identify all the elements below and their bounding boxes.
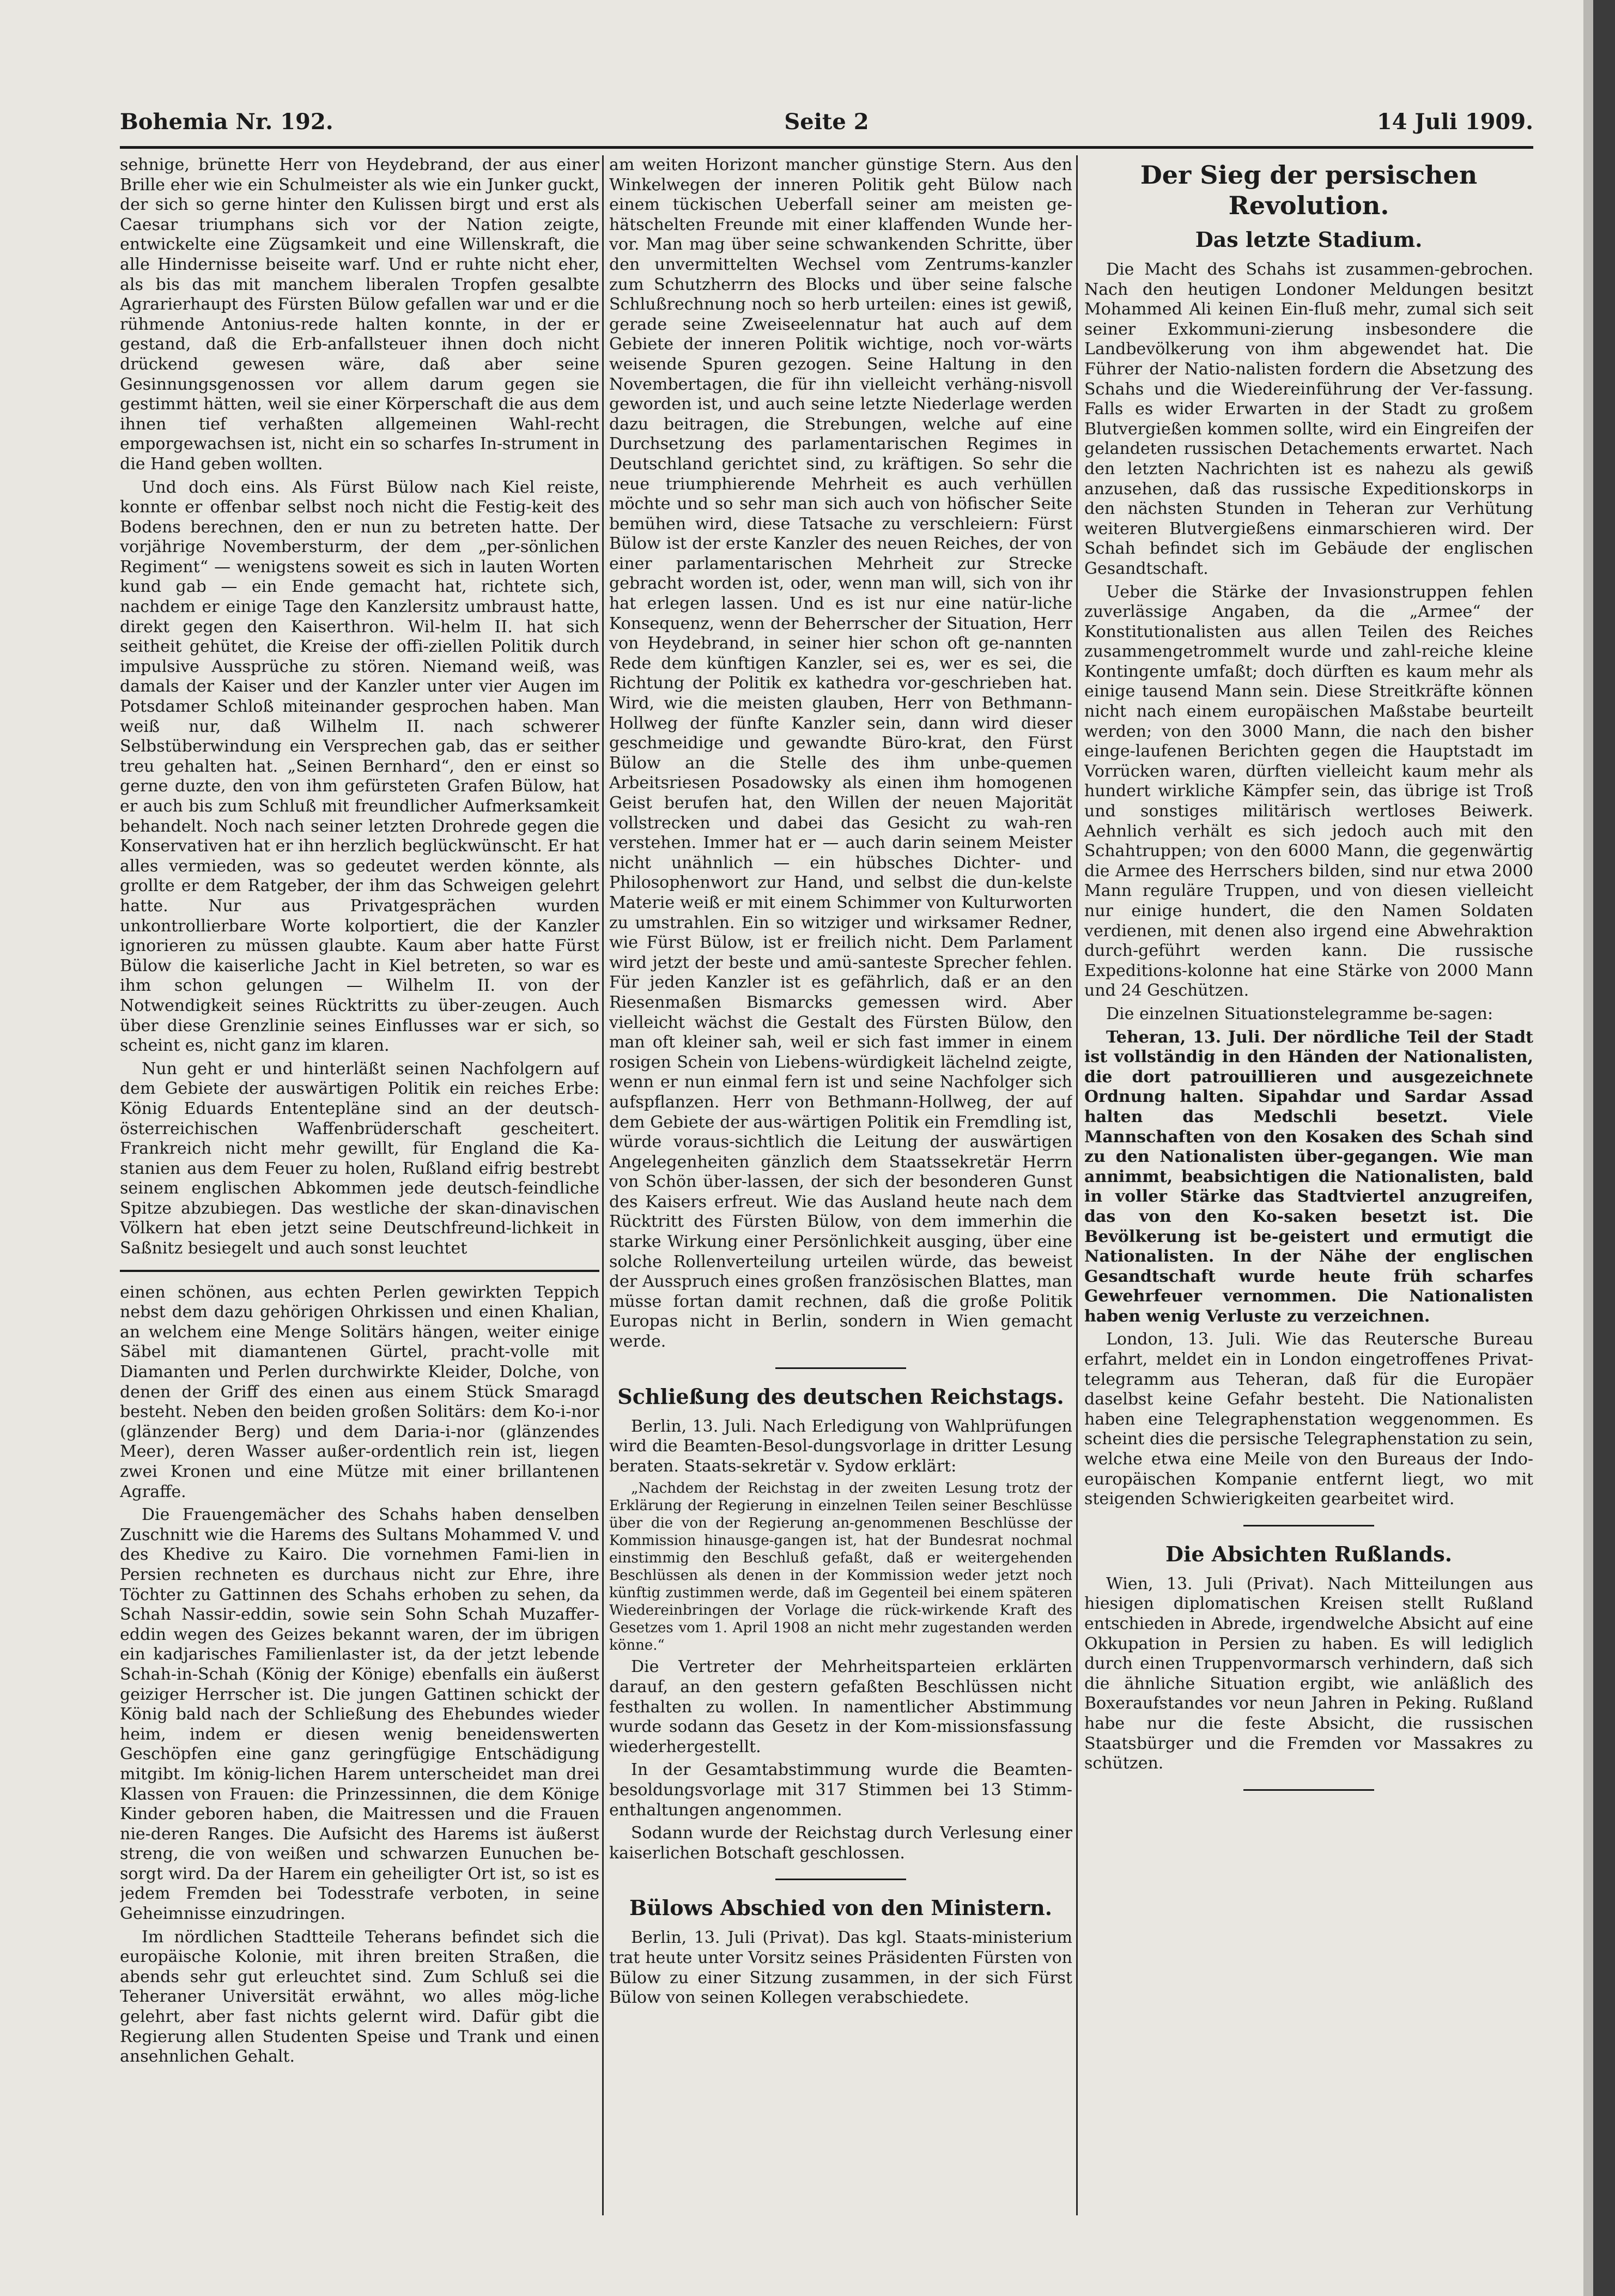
telegram-london: London, 13. Juli. Wie das Reutersche Bureau erfahrt, meldet ein in London eingetroffenes Privat-telegramm aus Teheran, daß für die Europäer daselbst keine Gefahr besteht. Die Nationalisten haben eine Telegraphenstation weggenommen. Es scheint dies die persische Telegraphenstation zu sein, welche etwa eine Meile von den Bureaus der Indo-europäischen Kompanie entfernt liegt, wo mit steigenden Schwierigkeiten gearbeitet wird. [1084, 1330, 1533, 1509]
quoted-statement: „Nachdem der Reichstag in der zweiten Lesung trotz der Erklärung der Regierung in einzelnen Teilen seiner Beschlüsse über die von der Regierung an-genommenen Beschlüsse der Kommission hinausge-gangen ist, hat der Bundesrat nochmal einstimmig den Beschluß gefaßt, daß er weitergehenden Beschlüssen als denen in der Kommission weder jetzt noch künftig zustimmen werde, daß im Gegenteil bei einem späteren Wiedereinbringen der Vorlage die rück-wirkende Kraft des Gesetzes vom 1. April 1908 an nicht mehr zugestanden werden könne.“ [609, 1480, 1072, 1654]
article-heading: Bülows Abschied von den Ministern. [629, 1895, 1052, 1921]
paragraph: einen schönen, aus echten Perlen gewirkten Teppich nebst dem dazu gehörigen Ohrkissen und einen Khalian, an welchem eine Menge Solitärs hängen, weiter einige Säbel mit diamantenen Gürtel, pracht-volle mit Diamanten und Perlen durchwirkte Kleider, Dolche, von denen der Griff des einen aus einem Stück Smaragd besteht. Neben den beiden großen Solitärs: dem Ko-i-nor (glänzender Berg) und dem Daria-i-nor (glänzendes Meer), deren Wasser außer-ordentlich rein ist, liegen zwei Kronen und eine Mütze mit einer brillantenen Agraffe. [120, 1282, 599, 1501]
paragraph: Sodann wurde der Reichstag durch Verlesung einer kaiserlichen Botschaft geschlossen. [609, 1824, 1072, 1863]
header-rule [120, 146, 1533, 149]
article-headline: Der Sieg der persischen Revolution. [1140, 160, 1478, 220]
paragraph: Die Macht des Schahs ist zusammen-gebrochen. Nach den heutigen Londoner Meldungen besitzt Mohammed Ali keinen Ein-fluß mehr, zumal sich seit seiner Exkommuni-zierung insbesondere die Landbevölkerung von ihm abgewendet hat. Die Führer der Natio-nalisten fordern die Absetzung des Schahs und die Wiedereinführung der Ver-fassung. Falls es wider Erwarten in der Stadt zu großem Blutvergießen kommen sollte, wird ein Eingreifen der gelandeten russischen Detachements erwartet. Nach den letzten Nachrichten ist es nahezu als gewiß anzusehen, daß das russische Expeditionskorps in den nächsten Stunden in Teheran zur Verhütung weiteren Blutvergießens einmarschieren wird. Der Schah befindet sich im Gebäude der englischen Gesandtschaft. [1084, 260, 1533, 578]
paragraph: Wien, 13. Juli (Privat). Nach Mitteilungen aus hiesigen diplomatischen Kreisen stellt Rußland entschieden in Abrede, irgendwelche Absicht auf eine Okkupation in Persien zu haben. Es will lediglich durch einen Truppenvormarsch verhindern, daß sich die ähnliche Situation ergibt, wie anläßlich des Boxeraufstandes vor neun Jahren in Peking. Rußland habe nur die feste Absicht, die russischen Staatsbürger und die Fremden vor Massakres zu schützen. [1084, 1574, 1533, 1773]
telegram-teheran: Teheran, 13. Juli. Der nördliche Teil der Stadt ist vollständig in den Händen der Nationalisten, die dort patrouillieren und ausgezeichnete Ordnung halten. Sipahdar und Sardar Assad halten das Medschli besetzt. Viele Mannschaften von den Kosaken des Schah sind zu den Nationalisten über-gegangen. Wie man annimmt, beabsichtigen die Nationalisten, bald in voller Stärke das Stadtviertel anzugreifen, das von den Ko-saken besetzt ist. Die Bevölkerung ist be-geistert und ermutigt die Nationalisten. In der Nähe der englischen Gesandtschaft wurde heute früh scharfes Gewehrfeuer vernommen. Die Nationalisten haben wenig Verluste zu verzeichnen. [1084, 1027, 1533, 1326]
paragraph: Ueber die Stärke der Invasionstruppen fehlen zuverlässige Angaben, da die „Armee“ der Konstitutionalisten aus allen Teilen des Reiches zusammengetrommelt wurde und zahl-reiche kleine Kontingente umfaßt; doch dürften es kaum mehr als einige tausend Mann sein. Diese Streitkräfte können nicht nach einem europäischen Maßstabe beurteilt werden; von den 3000 Mann, die nach den bisher einge-laufenen Berichten gegen die Hauptstadt im Vorrücken waren, dürften vielleicht kaum mehr als hundert wirkliche Kämpfer sein, das übrige ist Troß und sonstiges militärisch wertloses Beiwerk. Aehnlich verhält es sich jedoch auch mit den Schahtruppen; von den 6000 Mann, die gegenwärtig die Armee des Herrschers bilden, sind nur etwa 2000 Mann reguläre Truppen, und von diesen vielleicht nur einige hundert, die den Namen Soldaten verdienen, mit denen also irgend eine Abwehraktion durch-geführt werden kann. Die russische Expeditions-kolonne hat eine Stärke von 2000 Mann und 24 Geschützen. [1084, 582, 1533, 1001]
separator-rule [775, 1367, 906, 1369]
page-edge [1593, 0, 1615, 2296]
issue-number: Bohemia Nr. 192. [120, 109, 333, 135]
article-subheading: Das letzte Stadium. [1195, 227, 1423, 252]
column-divider [1076, 155, 1078, 2215]
paragraph: Nun geht er und hinterläßt seinen Nachfolgern auf dem Gebiete der auswärtigen Politik ein reiches Erbe: König Eduards Ententepläne sind an der deutsch-österreichischen Waffenbrüderschaft gescheitert. Frankreich nicht mehr gewillt, für England die Ka-stanien aus dem Feuer zu holen, Rußland eifrig bestrebt seinem englischen Abkommen jede deutsch-feindliche Spitze abzubiegen. Das westliche der skan-dinavischen Völkern hat eben jetzt seine Deutschfreund-lichkeit in Saßnitz besiegelt und auch sonst leuchtet [120, 1059, 599, 1258]
paragraph: Berlin, 13. Juli. Nach Erledigung von Wahlprüfungen wird die Beamten-Besol-dungsvorlage in dritter Lesung beraten. Staats-sekretär v. Sydow erklärt: [609, 1416, 1072, 1476]
separator-rule [1243, 1525, 1374, 1526]
paragraph: Im nördlichen Stadtteile Teherans befindet sich die europäische Kolonie, mit ihren breiten Straßen, die abends sehr gut erleuchtet sind. Zum Schluß sei die Teheraner Universität erwähnt, wo alles mög-liche gelehrt, aber fast nichts gelernt wird. Dafür gibt die Regierung allen Studenten Speise und Trank und einen ansehnlichen Gehalt. [120, 1927, 599, 2067]
column-middle [609, 155, 1072, 2215]
paragraph: sehnige, brünette Herr von Heydebrand, der aus einer Brille eher wie ein Schulmeister als wie ein Junker guckt, der sich so gerne hinter den Kulissen birgt und erst als Caesar triumphans sich vor der Nation zeigte, entwickelte eine Zügsamkeit und eine Willenskraft, die alle Hindernisse beiseite warf. Und er ruhte nicht eher, als bis das mit manchem liberalen Tropfen gesalbte Agrarierhaupt des Fürsten Bülow gefallen war und er die rühmende Antonius-rede halten konnte, in der er gestand, daß die Erb-anfallsteuer ihnen doch nicht drückend gewesen wäre, daß aber seine Gesinnungsgenossen vor allem darum gegen sie gestimmt hätten, weil sie einer Körperschaft die aus dem ihnen tief verhaßten allgemeinen Wahl-recht emporgewachsen ist, nicht ein so scharfes In-strument in die Hand geben wollten. [120, 155, 599, 474]
separator-rule [1243, 1789, 1374, 1791]
separator-rule [775, 1879, 906, 1880]
article-heading: Die Absichten Rußlands. [1165, 1541, 1452, 1566]
page-shadow [1583, 0, 1593, 2296]
paragraph: am weiten Horizont mancher günstige Stern. Aus den Winkelwegen der inneren Politik geht Bülow nach einem tückischen Ueberfall seiner am meisten ge-hätschelten Freunde mit einer klaffenden Wunde her-vor. Man mag über seine schwankenden Schritte, über den unvermittelten Wechsel vom Zentrums-kanzler zum Schutzherrn des Blocks und über seine falsche Schlußrechnung noch so herb urteilen: eines ist gewiß, gerade seine Zweiseelennatur hat auch auf dem Gebiete der inneren Politik wichtige, noch vor-wärts weisende Spuren gezogen. Seine Haltung in den Novembertagen, die für ihn vielleicht verhäng-nisvoll geworden ist, und auch seine letzte Niederlage werden dazu beitragen, die Strebungen, welche auf eine Durchsetzung des parlamentarischen Regimes in Deutschland gerichtet sind, zu kräftigen. So sehr die neue triumphierende Mehrheit es auch verhüllen möchte und so sehr man sich auch von höfischer Seite bemühen wird, diese Tatsache zu verschleiern: Fürst Bülow ist der erste Kanzler des neuen Reiches, der von einer parlamentarischen Mehrheit zur Strecke gebracht worden ist, oder, wenn man will, sich von ihr hat erlegen lassen. Und es ist nur eine natür-liche Konsequenz, wenn der Beherrscher der Situation, Herr von Heydebrand, in seiner hier schon oft ge-nannten Rede dem künftigen Kanzler, sei es, wer es sei, die Richtung der Politik ex kathedra vor-geschrieben hat. Wird, wie die meisten glauben, Herr von Bethmann-Hollweg der fünfte Kanzler sein, dann wird dieser geschmeidige und gewandte Büro-krat, den Fürst Bülow an die Stelle des ihm unbe-quemen Arbeitsriesen Posadowsky als einen ihm homogenen Geist berufen hat, den Willen der neuen Majorität vollstrecken und dabei das Gesicht zu wah-ren verstehen. Immer hat er — auch darin seinem Meister nicht unähnlich — ein hübsches Dichter- und Philosophenwort zur Hand, und selbst die dun-kelste Materie weiß er mit einem Schimmer von Kulturworten zu umstrahlen. Ein so witziger und wirksamer Redner, wie Fürst Bülow, ist er freilich nicht. Dem Parlament wird jetzt der beste und amü-santeste Sprecher fehlen. Für jeden Kanzler ist es gefährlich, daß er an den Riesenmaßen Bismarcks gemessen wird. Aber vielleicht wächst die Gestalt des Fürsten Bülow, den man oft kleiner sah, weil er sich fast immer in einem rosigen Schein von Liebens-würdigkeit lächelnd zeigte, wenn er nun einmal fern ist und seine Nachfolger sich aufspflanzen. Herr von Bethmann-Hollweg, der auf dem Gebiete der aus-wärtigen Politik ein Fremdling ist, würde voraus-sichtlich die Leitung der auswärtigen Angelegenheiten gänzlich dem Staatssekretär Herrn von Schön über-lassen, der sich der besonderen Gunst des Kaisers erfreut. Wie das Ausland heute nach dem Rücktritt des Fürsten Bülow, von dem immerhin die starke Wirkung einer Persönlichkeit ausging, über eine solche Rollenverteilung urteilen würde, das beweist der Ausspruch eines großen französischen Blattes, man müsse fortan damit rechnen, daß die große Politik Europas nicht in Berlin, sondern in Wien gemacht werde. [609, 155, 1072, 1352]
page-header [120, 109, 1533, 142]
column-left [120, 155, 599, 2226]
paragraph: Die Vertreter der Mehrheitsparteien erklärten darauf, an den gestern gefaßten Beschlüssen nicht festhalten zu wollen. In namentlicher Abstimmung wurde sodann das Gesetz in der Kom-missionsfassung wiederhergestellt. [609, 1657, 1072, 1756]
paragraph: Berlin, 13. Juli (Privat). Das kgl. Staats-ministerium trat heute unter Vorsitz seines Präsidenten Fürsten von Bülow zu einer Sitzung zusammen, in der sich Fürst Bülow von seinen Kollegen verabschiedete. [609, 1928, 1072, 2008]
column-divider [602, 155, 604, 2215]
paragraph: Die Frauengemächer des Schahs haben denselben Zuschnitt wie die Harems des Sultans Mohammed V. und des Khedive zu Kairo. Die vornehmen Fami-lien in Persien rechneten es durchaus nicht zur Ehre, ihre Töchter zu Gattinnen des Schahs erhoben zu sehen, da Schah Nassir-eddin, sowie sein Sohn Schah Muzaffer-eddin wegen des Geizes bekannt waren, der im übrigen ein kadjarisches Familienlaster ist, da der jetzt lebende Schah-in-Schah (König der Könige) ebenfalls ein äußerst geiziger Herrscher ist. Die jungen Gattinen schickt der König bald nach der Schließung des Ehebundes wieder heim, indem er diesen wenig beneidenswerten Geschöpfen eine ganz geringfügige Entschädigung mitgibt. Im könig-lichen Harem unterscheidet man drei Klassen von Frauen: die Prinzessinnen, die dem Könige Kinder geboren haben, die Maitressen und die Frauen nie-deren Ranges. Die Aufsicht des Harems ist äußerst streng, die von weißen und schwarzen Eunuchen be-sorgt wird. Da der Harem ein geheiligter Ort ist, so ist es jedem Fremden bei Todesstrafe verboten, in seine Geheimnisse einzudringen. [120, 1505, 599, 1924]
section-rule [120, 1270, 599, 1272]
article-heading: Schließung des deutschen Reichstags. [617, 1384, 1064, 1409]
paragraph: In der Gesamtabstimmung wurde die Beamten-besoldungsvorlage mit 317 Stimmen bei 13 Stimm-enthaltungen angenommen. [609, 1760, 1072, 1820]
page-number: Seite 2 [784, 109, 869, 135]
paragraph: Die einzelnen Situationstelegramme be-sagen: [1106, 1004, 1493, 1023]
paragraph: Und doch eins. Als Fürst Bülow nach Kiel reiste, konnte er offenbar selbst noch nicht die Festig-keit des Bodens berechnen, den er nun zu betreten hatte. Der vorjährige Novembersturm, der dem „per-sönlichen Regiment“ — wenigstens soweit es sich in lauten Worten kund gab — ein Ende gemacht hat, richtete sich, nachdem er einige Tage den Kanzlersitz umbraust hatte, direkt gegen den Kaiserthron. Wil-helm II. hat sich seitheit gehütet, die Kreise der offi-ziellen Politik durch impulsive Aussprüche zu stören. Niemand weiß, was damals der Kaiser und der Kanzler unter vier Augen im Potsdamer Schloß miteinander gesprochen haben. Man weiß nur, daß Wilhelm II. nach schwerer Selbstüberwindung ein Versprechen gab, das er seither treu gehalten hat. „Seinen Bernhard“, den er einst so gerne duzte, den von ihm gefürsteten Grafen Bülow, hat er auch bis zum Schluß mit freundlicher Aufmerksamkeit behandelt. Noch nach seiner letzten Drohrede gegen die Konservativen hat er ihn herzlich beglückwünscht. Er hat alles vermieden, was so gedeutet werden könnte, als grollte er dem Ratgeber, der ihm das Schweigen gelehrt hatte. Nur aus Privatgesprächen wurden unkontrollierbare Worte kolportiert, die der Kanzler ignorieren zu müssen glaubte. Kaum aber hatte Fürst Bülow die kaiserliche Jacht in Kiel betreten, so war es ihm schon gelungen — Wilhelm II. von der Notwendigkeit seines Rücktritts zu über-zeugen. Auch über diese Grenzlinie seines Einflusses war er sich, so scheint es, nicht ganz im klaren. [120, 477, 599, 1056]
column-right [1084, 155, 1533, 2215]
issue-date: 14 Juli 1909. [1376, 109, 1533, 135]
